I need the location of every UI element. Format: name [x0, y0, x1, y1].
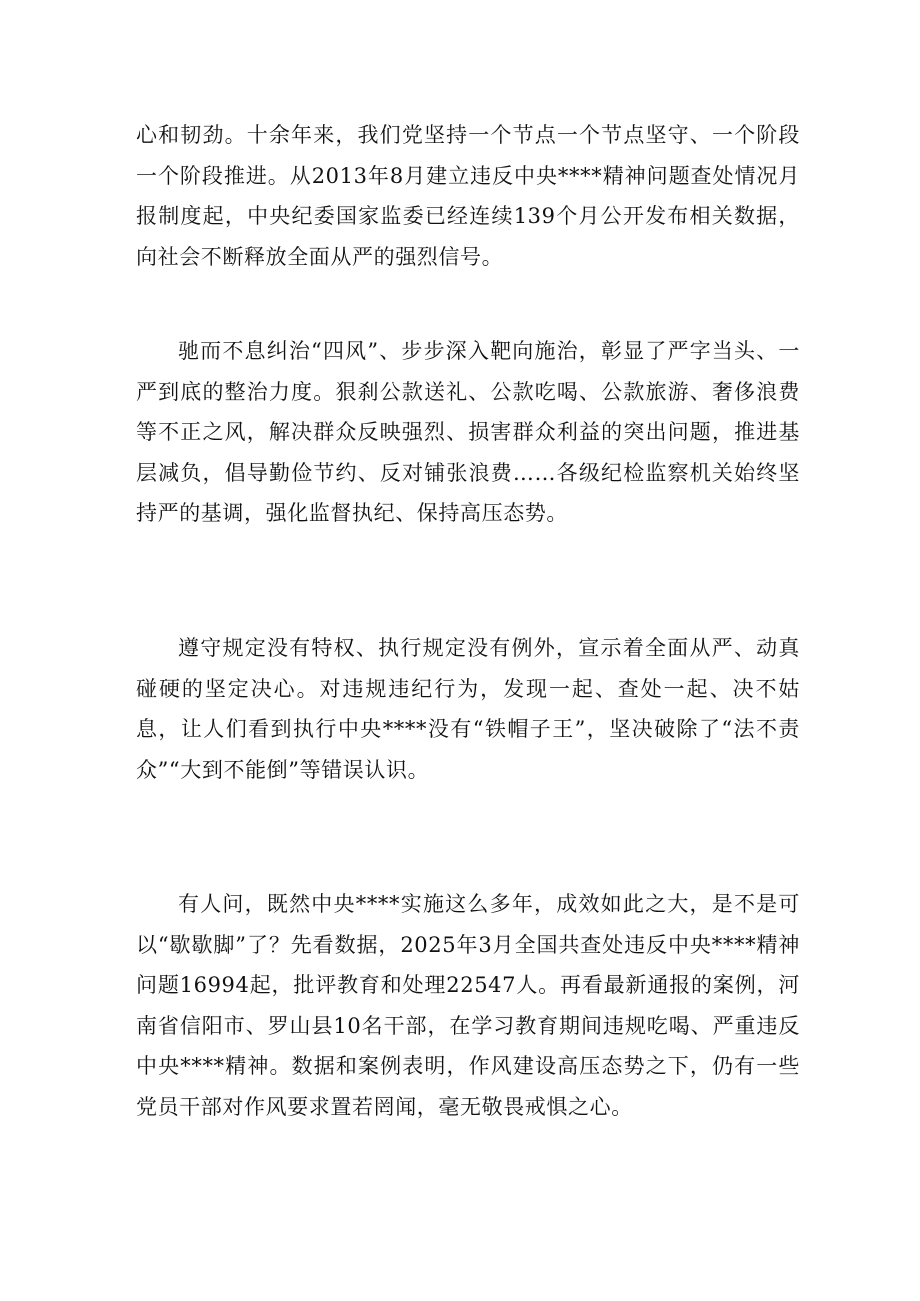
paragraph-continuation: 心和韧劲。十余年来，我们党坚持一个节点一个节点坚守、一个阶段一个阶段推进。从2013年8月建立违反中央****精神问题查处情况月报制度起，中央纪委国家监委已经连续139个月公开发布相关数据，向社会不断释放全面从严的强烈信号。 — [136, 123, 800, 269]
paragraph-data-and-cases: 有人问，既然中央****实施这么多年，成效如此之大，是不是可以“歇歇脚”了？先看数据，2025年3月全国共查处违反中央****精神问题16994起，批评教育和处理22547人。再看最新通报的案例，河南省信阳市、罗山县10名干部，在学习教育期间违规吃喝、严重违反中央****精神。数据和案例表明，作风建设高压态势之下，仍有一些党员干部对作风要求置若罔闻，毫无敬畏戒惧之心。 — [136, 892, 800, 1119]
paragraph-rectification: 驰而不息纠治“四风”、步步深入靶向施治，彰显了严字当头、一严到底的整治力度。狠刹公款送礼、公款吃喝、公款旅游、奢侈浪费等不正之风，解决群众反映强烈、损害群众利益的突出问题，推进基层减负，倡导勤俭节约、反对铺张浪费……各级纪检监察机关始终坚持严的基调，强化监督执纪、保持高压态势。 — [136, 339, 800, 525]
paragraph-no-privilege: 遵守规定没有特权、执行规定没有例外，宣示着全面从严、动真碰硬的坚定决心。对违规违纪行为，发现一起、查处一起、决不姑息，让人们看到执行中央****没有“铁帽子王”，坚决破除了“法不责众”“大到不能倒”等错误认识。 — [136, 636, 800, 782]
